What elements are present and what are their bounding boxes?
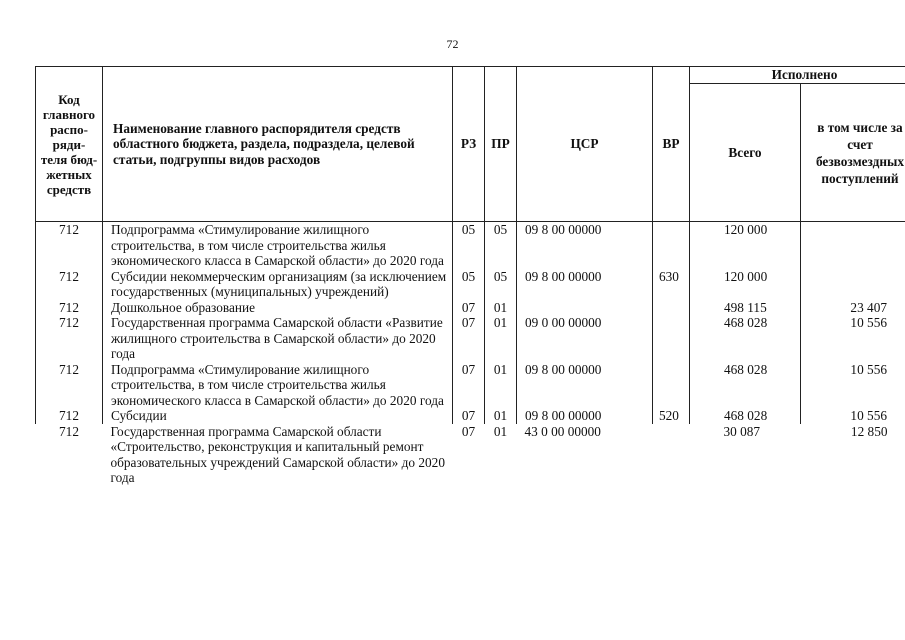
cell-pr: 01 (493, 423, 508, 439)
cell-rz: 05 (453, 222, 485, 269)
cell-vr: 630 (653, 269, 690, 300)
page-number: 72 (446, 37, 459, 51)
cell-csr (517, 300, 653, 316)
cell-vr (653, 424, 690, 486)
cell-total: 498 115 (690, 300, 801, 316)
cell-total: 30 087 (723, 423, 761, 439)
table-row (36, 269, 905, 300)
cell-free: 23 407 (801, 300, 905, 316)
cell-vr (653, 362, 690, 409)
table-row (36, 362, 905, 409)
cell-name: Подпрограмма «Стимулирование жилищного строительства, в том числе строительства жилья экономического класса в Самарской области» до 2020 года (103, 362, 453, 409)
cell-total: 468 028 (690, 315, 801, 362)
cell-name: Государственная программа Самарской области «Развитие жилищного строительства в Самарской области» до 2020 года (103, 315, 453, 362)
cell-pr: 05 (485, 269, 517, 300)
cell-name: Субсидии (103, 408, 453, 424)
cell-vr: 520 (653, 408, 690, 424)
cell-code: 712 (36, 269, 103, 300)
cell-code: 712 (36, 315, 103, 362)
cell-pr: 01 (485, 408, 517, 424)
cell-code: 712 (36, 408, 103, 424)
budget-table (35, 66, 905, 486)
table-row (36, 222, 905, 269)
header-name: Наименование главного распорядителя средств областного бюджета, раздела, подраздела, целевой статьи, подгруппы видов расходов (103, 67, 453, 222)
cell-free (801, 269, 905, 300)
table-row (36, 300, 905, 316)
cell-rz: 07 (453, 315, 485, 362)
cell-csr: 43 0 00 00000 (524, 423, 601, 439)
cell-csr: 09 8 00 00000 (517, 408, 653, 424)
cell-total: 468 028 (690, 408, 801, 424)
cell-pr: 01 (485, 362, 517, 409)
header-vr: ВР (653, 67, 690, 222)
cell-vr (653, 315, 690, 362)
header-total: Всего (690, 84, 801, 222)
cell-name: Дошкольное образование (103, 300, 453, 316)
cell-pr: 05 (485, 222, 517, 269)
cell-pr: 01 (485, 315, 517, 362)
cell-vr (653, 300, 690, 316)
header-csr: ЦСР (517, 67, 653, 222)
cell-total: 120 000 (690, 222, 801, 269)
table-row (36, 315, 905, 362)
header-free: в том числе за счет безвозмездных поступлений (801, 84, 905, 222)
cell-rz: 07 (453, 362, 485, 409)
cell-csr: 09 8 00 00000 (517, 269, 653, 300)
table-row (36, 408, 905, 424)
cell-rz: 07 (453, 300, 485, 316)
cell-free: 10 556 (801, 362, 905, 409)
cell-free: 10 556 (801, 315, 905, 362)
cell-vr (653, 222, 690, 269)
header-code: Код главного распо- ряди- теля бюд- жетных средств (36, 67, 103, 222)
cell-csr: 09 8 00 00000 (517, 362, 653, 409)
cell-code: 712 (36, 300, 103, 316)
header-rz: РЗ (453, 67, 485, 222)
cell-code: 712 (59, 423, 79, 439)
cell-total: 468 028 (690, 362, 801, 409)
header-pr: ПР (485, 67, 517, 222)
cell-free: 12 850 (850, 423, 888, 439)
cell-name: Подпрограмма «Стимулирование жилищного строительства, в том числе строительства жилья экономического класса в Самарской области» до 2020 года (103, 222, 453, 269)
cell-rz: 07 (461, 423, 476, 439)
cell-code: 712 (36, 362, 103, 409)
cell-name: Государственная программа Самарской области «Строительство, реконструкция и капитальный ремонт образовательных учреждений Самарской области» до 2020 года (110, 423, 445, 485)
cell-name: Субсидии некоммерческим организациям (за исключением государственных (муниципальных) учреждений) (103, 269, 453, 300)
cell-pr: 01 (485, 300, 517, 316)
header-executed: Исполнено (690, 67, 905, 84)
cell-free: 10 556 (801, 408, 905, 424)
cell-rz: 07 (453, 408, 485, 424)
cell-csr: 09 0 00 00000 (517, 315, 653, 362)
table-row (36, 424, 905, 486)
cell-free (801, 222, 905, 269)
cell-csr: 09 8 00 00000 (517, 222, 653, 269)
cell-code: 712 (36, 222, 103, 269)
cell-rz: 05 (453, 269, 485, 300)
cell-total: 120 000 (690, 269, 801, 300)
